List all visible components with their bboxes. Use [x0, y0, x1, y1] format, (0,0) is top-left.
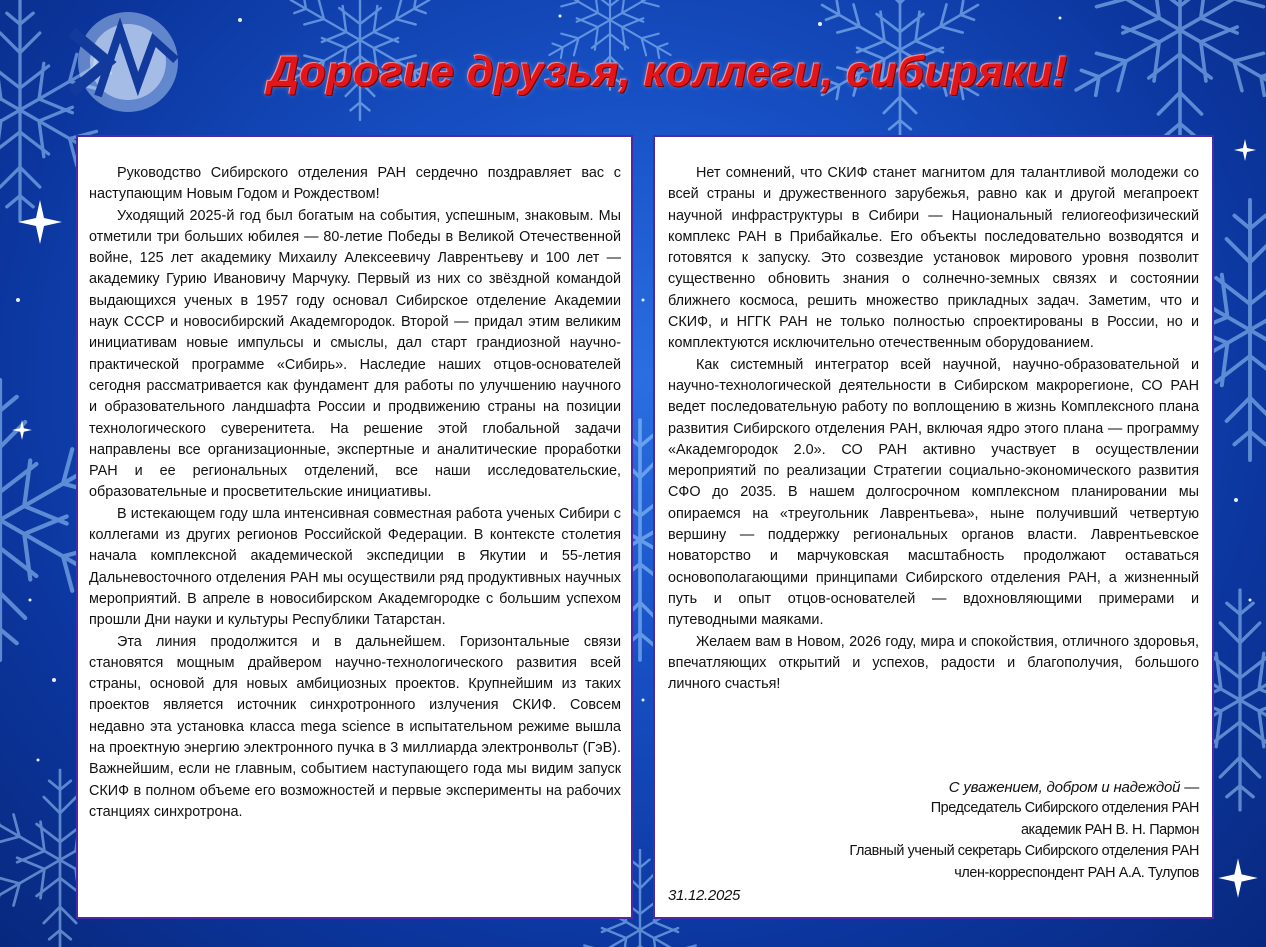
paragraph: Эта линия продолжится и в дальнейшем. Горизонтальные связи становятся мощным драйвером научно-технологического развития всей страны, основой для новых амбициозных проектов. Крупнейшим из таких проектов является источник синхротронного излучения СКИФ. Совсем недавно эта установка класса mega science в испытательном режиме вышла на проектную энергию электронного пучка в 3 миллиарда электронвольт (ГэВ). Важнейшим, если не главным, событием наступающего года мы видим запуск СКИФ в полном объеме его возможностей и первые эксперименты на рабочих станциях синхротрона.	[89, 633, 621, 820]
signature-line: Председатель Сибирского отделения РАН	[930, 800, 1199, 817]
page-title: Дорогие друзья, коллеги, сибиряки!	[268, 48, 1068, 96]
paragraph: Как системный интегратор всей научной, научно-образовательной и научно-технологической деятельности в Сибирском макрорегионе, СО РАН ведет последовательную работу по воплощению в жизнь Комплексного плана развития Сибирского отделения РАН, включая ядро этого плана — программу «Академгородок 2.0». СО РАН активно участвует в осуществлении мероприятий по реализации Стратегии социально-экономического развития СФО до 2035. В нашем долгосрочном комплексном планировании мы опираемся на «треугольник Лаврентьева», ныне получивший четвертую вершину — поддержку региональных органов власти. Лаврентьевское новаторство и марчуковская масштабность продолжают оставаться основополагающими принципами Сибирского отделения РАН, а жизненный путь и опыт отцов-основателей — вдохновляющими примерами и путеводными маяками.	[668, 356, 1199, 629]
signature-line: Главный ученый секретарь Сибирского отделения РАН	[849, 843, 1199, 860]
left-column-text	[89, 163, 621, 823]
left-text-panel	[76, 135, 633, 919]
logo-emblem-icon	[58, 12, 184, 114]
paragraph: Желаем вам в Новом, 2026 году, мира и спокойствия, отличного здоровья, впечатляющих открытий и успехов, радости и благополучия, большого личного счастья!	[668, 633, 1199, 693]
paragraph: В истекающем году шла интенсивная совместная работа ученых Сибири с коллегами из других регионов Российской Федерации. В контексте столетия начала комплексной академической экспедиции в Якутии и 55-летия Дальневосточного отделения РАН мы осуществили ряд продуктивных научных мероприятий. В апреле в новосибирском Академгородке с большим успехом прошли Дни науки и культуры Республики Татарстан.	[89, 505, 621, 629]
signature-line: член-корреспондент РАН А.А. Тулупов	[954, 864, 1199, 881]
paragraph: Уходящий 2025-й год был богатым на события, успешным, знаковым. Мы отметили три больших юбилея — 80-летие Победы в Великой Отечественной войне, 125 лет академику Михаилу Алексеевичу Лаврентьеву и 100 лет — академику Гурию Ивановичу Марчуку. Первый из них со звёздной командой выдающихся ученых в 1957 году основал Сибирское отделение Академии наук СССР и новосибирский Академгородок. Второй — придал этим великим инициативам новые импульсы и смыслы, дал старт грандиозной научно-практической программе «Сибирь». Наследие наших отцов-основателей сегодня рассматривается как фундамент для работы по улучшению научного и образовательного ландшафта России и продвижению страны на позиции технологического суверенитета. На решение этой глобальной задачи направлены все организационные, экспертные и аналитические проработки РАН и ее региональных отделений, все наши исследовательские, образовательные и просветительские инициативы.	[89, 207, 621, 501]
sparkle-star-icon	[18, 200, 62, 244]
sparkle-star-icon	[1234, 139, 1256, 161]
paragraph: Нет сомнений, что СКИФ станет магнитом для талантливой молодежи со всей страны и дружественного зарубежья, равно как и другой мегапроект научной инфраструктуры в Сибири — Национальный гелиогеофизический комплекс РАН в Прибайкалье. Его объекты последовательно возводятся и готовятся к запуску. Это созвездие установок мирового уровня позволит существенно обновить знания о солнечно-земных связях и состоянии ближнего космоса, решить множество прикладных задач. Заметим, что и СКИФ, и НГГК РАН не только полностью спроектированы в России, но и комплектуются исключительно отечественным оборудованием.	[668, 165, 1199, 352]
signature-block	[679, 777, 1199, 884]
sparkle-star-icon	[1218, 858, 1258, 898]
right-column-text	[668, 163, 1199, 695]
signature-line: академик РАН В. Н. Пармон	[1020, 821, 1199, 838]
letter-date: 31.12.2025	[668, 887, 741, 904]
signature-greeting: С уважением, добром и надеждой —	[948, 779, 1199, 796]
sparkle-star-icon	[12, 420, 32, 440]
right-text-panel	[653, 135, 1214, 919]
paragraph: Руководство Сибирского отделения РАН сердечно поздравляет вас с наступающим Новым Годом и Рождеством!	[89, 165, 621, 203]
